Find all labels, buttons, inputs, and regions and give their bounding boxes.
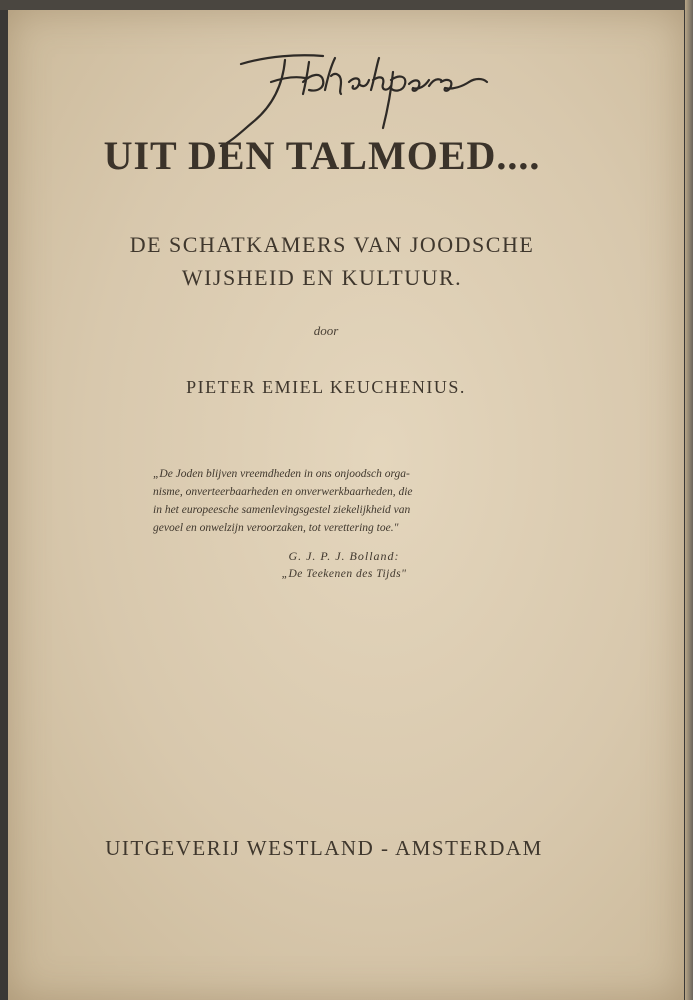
subtitle-line-1: DE SCHATKAMERS VAN JOODSCHE: [129, 232, 535, 257]
epigraph-line: in het europeesche samenlevingsgestel ziekelijkheid van: [153, 504, 411, 516]
epigraph-line: gevoel en onwelzijn veroorzaken, tot verettering toe.": [153, 522, 399, 534]
by-label: door: [313, 323, 339, 338]
subtitle-line-2: WIJSHEID EN KULTUUR.: [181, 265, 463, 290]
epigraph-line: „De Joden blijven vreemdheden in ons onjoodsch orga-: [153, 468, 410, 480]
epigraph-quote: [153, 465, 498, 537]
title-page: [8, 10, 684, 1000]
scan-right-edge: [685, 0, 693, 1000]
epigraph-attribution-name: G. J. P. J. Bolland:: [288, 549, 400, 563]
book-title: UIT DEN TALMOED....: [103, 133, 541, 178]
author-name: PIETER EMIEL KEUCHENIUS.: [186, 377, 466, 397]
epigraph-attribution-source: „De Teekenen des Tijds": [281, 568, 407, 580]
epigraph-line: nisme, onverteerbaarheden en onverwerkbaarheden, die: [153, 486, 413, 498]
scan-top-edge: [0, 0, 693, 10]
publisher-imprint: UITGEVERIJ WESTLAND - AMSTERDAM: [105, 836, 543, 860]
